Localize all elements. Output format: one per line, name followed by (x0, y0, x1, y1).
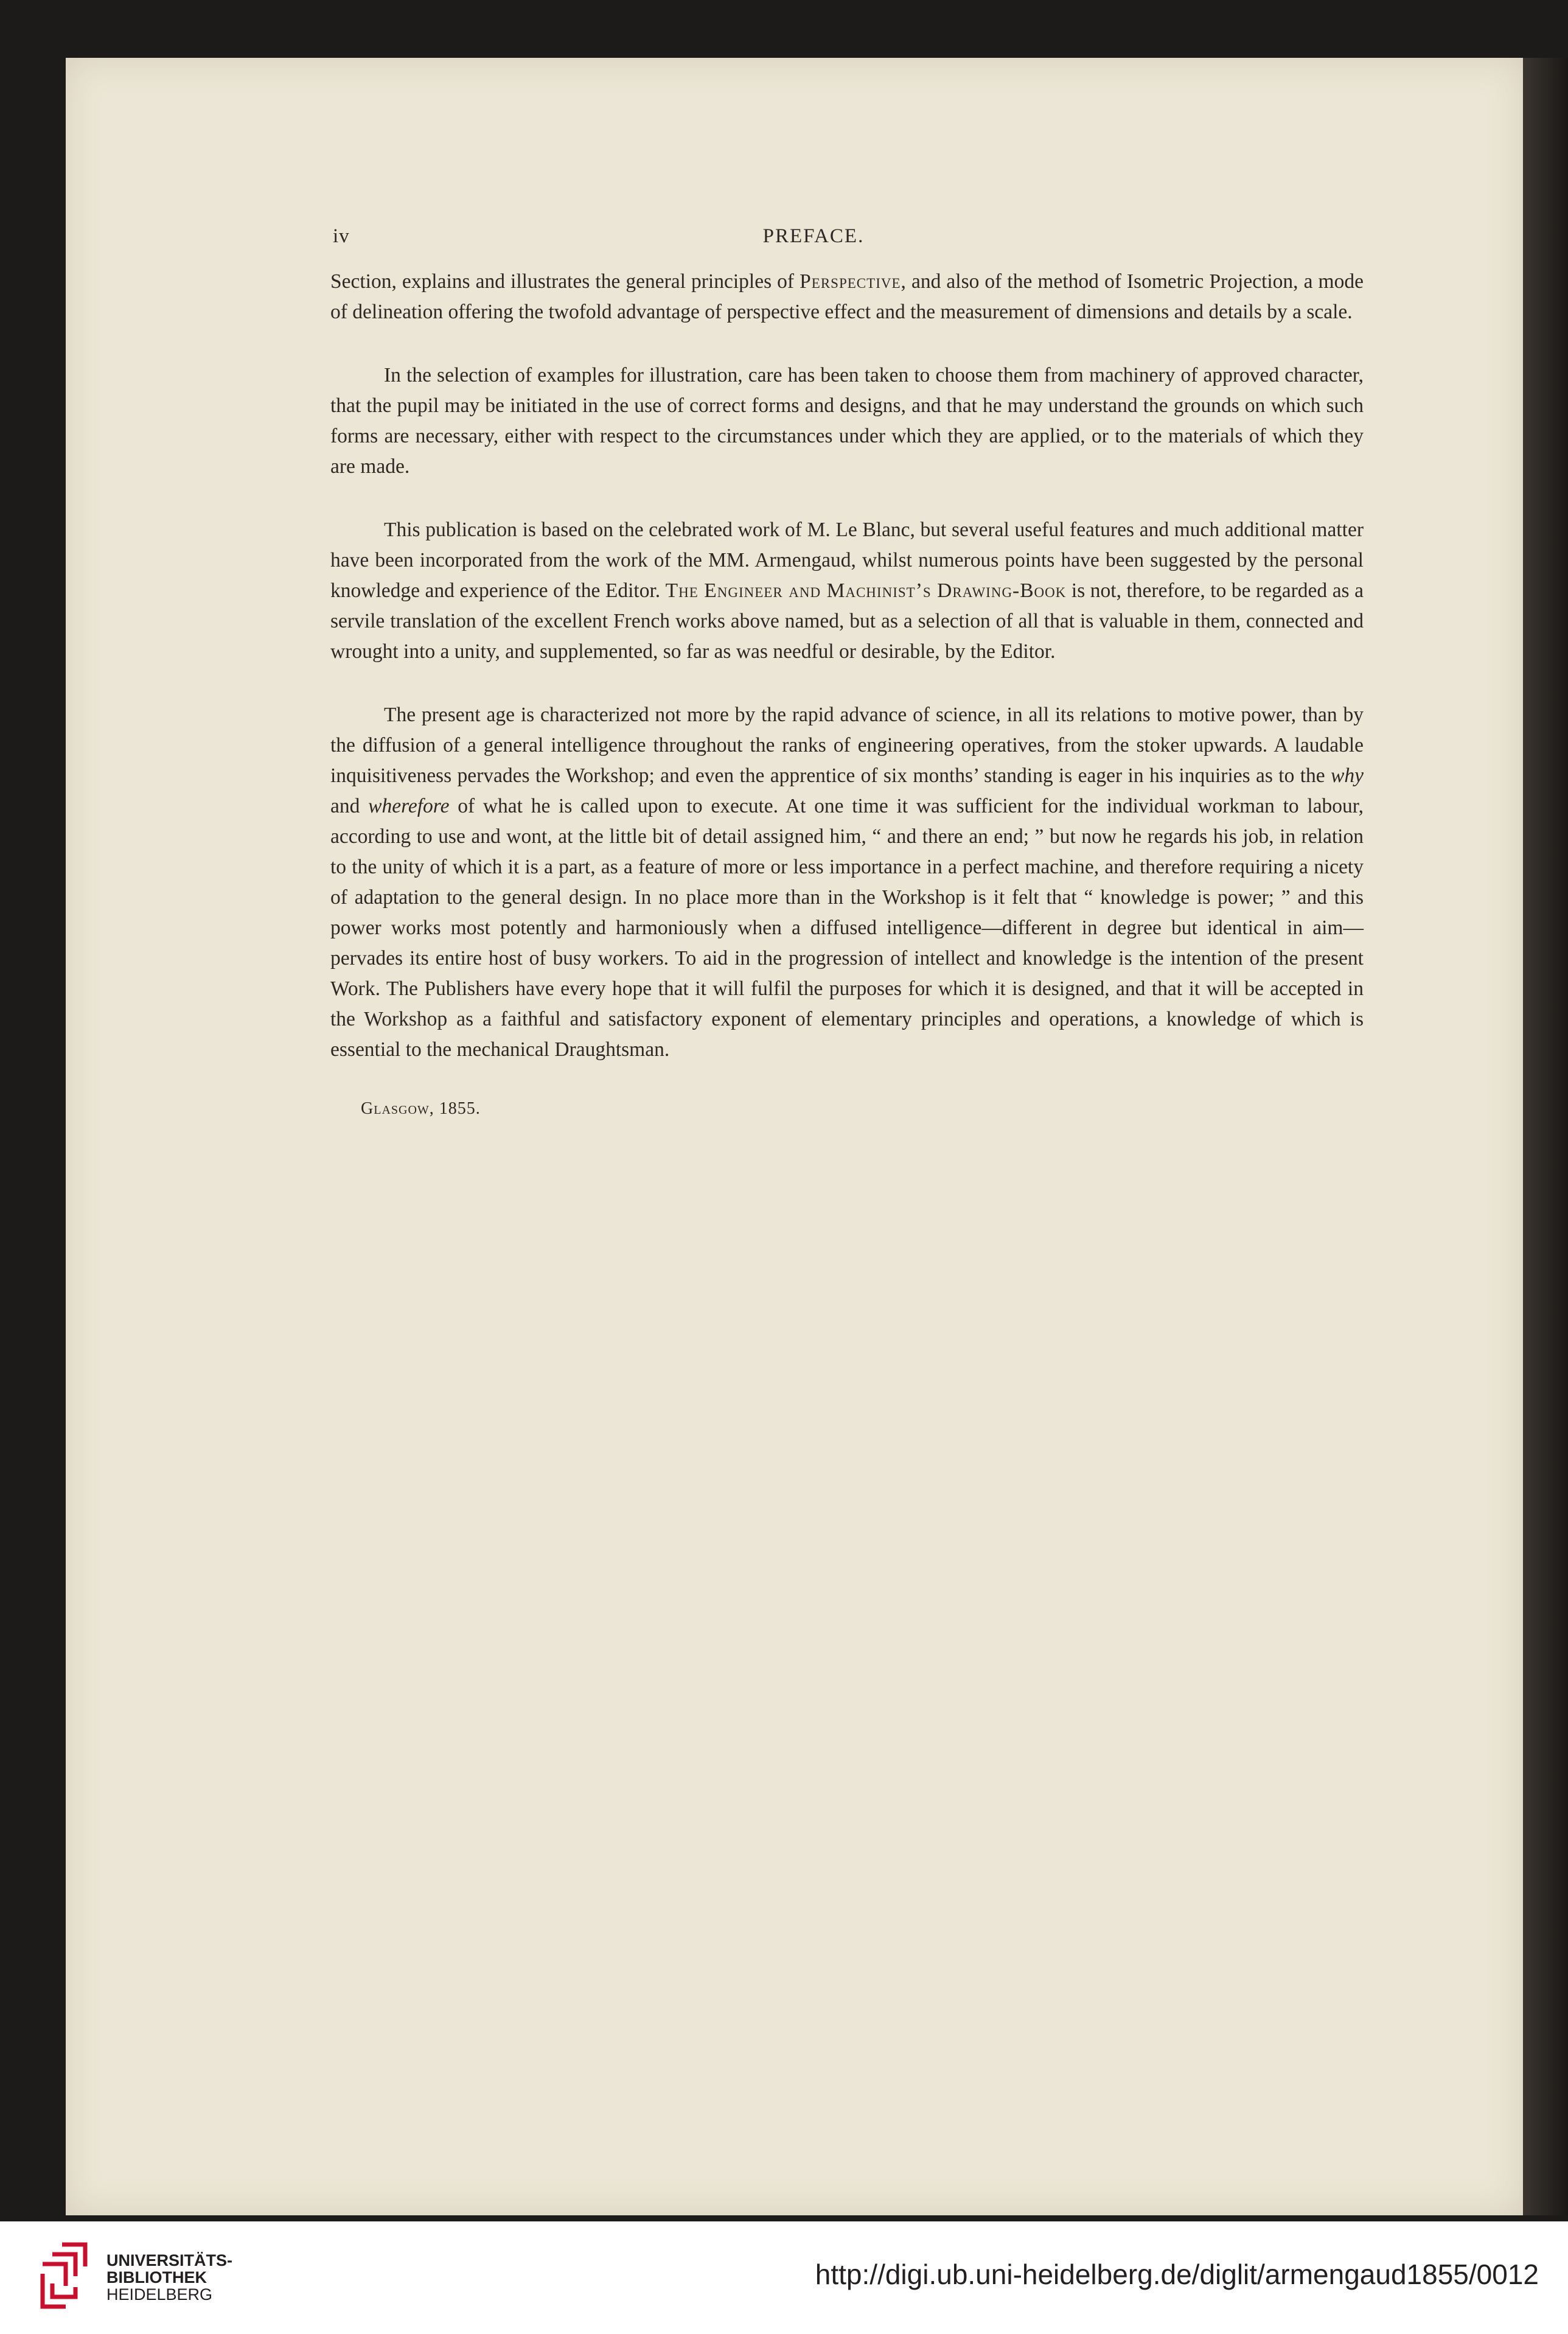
book-title: The Engineer and Machinist’s Drawing-Book (665, 579, 1067, 602)
library-name-line2: BIBLIOTHEK (106, 2268, 207, 2287)
paragraph-3: This publication is based on the celebrated work of M. Le Blanc, but several useful features and much additional matter have been incorporated from the work of the MM. Armengaud, whilst numerous points have been suggested by the personal knowledge and experience of the Editor. The Engineer and Machinist’s Drawing-Book is not, therefore, to be regarded as a servile translation of the excellent French works above named, but as a selection of all that is valuable in them, connected and wrought into a unity, and supplemented, so far as was needful or desirable, by the Editor. (330, 519, 1364, 663)
running-header (263, 225, 1364, 262)
running-title: PREFACE. (762, 225, 865, 247)
library-logo-icon (38, 2240, 90, 2311)
page-number: iv (333, 225, 350, 247)
wherefore-term: wherefore (368, 795, 450, 817)
why-term: why (1331, 764, 1364, 787)
library-name-line3: HEIDELBERG (106, 2285, 213, 2304)
library-name (106, 2252, 232, 2303)
permalink-url[interactable]: http://digi.ub.uni-heidelberg.de/diglit/armengaud1855/0012 (815, 2259, 1539, 2290)
paragraph-2: In the selection of examples for illustration, care has been taken to choose them from machinery of approved character, that the pupil may be initiated in the use of correct forms and designs, and that he may understand the grounds on which such forms are necessary, either with respect to the circumstances under which they are applied, or to the materials of which they are made. (330, 364, 1364, 478)
perspective-term: Perspective (800, 270, 901, 293)
footer-bar (0, 2221, 1568, 2334)
signoff-year: 1855. (439, 1099, 481, 1118)
signoff-place: Glasgow, (361, 1099, 434, 1118)
paragraph-1: Section, explains and illustrates the general principles of Perspective, and also of the method of Isometric Projection, a mode of delineation offering the twofold advantage of perspective effect and the measurement of dimensions and details by a scale. (330, 270, 1364, 323)
signoff (361, 1099, 1364, 1119)
paragraph-4: The present age is characterized not more by the rapid advance of science, in all its relations to motive power, than by the diffusion of a general intelligence throughout the ranks of engineering operatives, from the stoker upwards. A laudable inquisitiveness pervades the Workshop; and even the apprentice of six months’ standing is eager in his inquiries as to the why and wherefore of what he is called upon to execute. At one time it was sufficient for the individual workman to labour, according to use and wont, at the little bit of detail assigned him, “ and there an end; ” but now he regards his job, in relation to the unity of which it is a part, as a feature of more or less importance in a perfect machine, and therefore requiring a nicety of adaptation to the general design. In no place more than in the Workshop is it felt that “ knowledge is power; ” and this power works most potently and harmoniously when a diffused intelligence—different in degree but identical in aim—pervades its entire host of busy workers. To aid in the progression of intellect and knowledge is the intention of the present Work. The Publishers have every hope that it will fulfil the purposes for which it is designed, and that it will be accepted in the Workshop as a faithful and satisfactory exponent of elementary principles and operations, a knowledge of which is essential to the mechanical Draughtsman. (330, 704, 1364, 1061)
library-name-line1: UNIVERSITÄTS- (106, 2251, 233, 2269)
page-edge-shadow (1523, 58, 1568, 2215)
page-text-block (263, 225, 1364, 1119)
